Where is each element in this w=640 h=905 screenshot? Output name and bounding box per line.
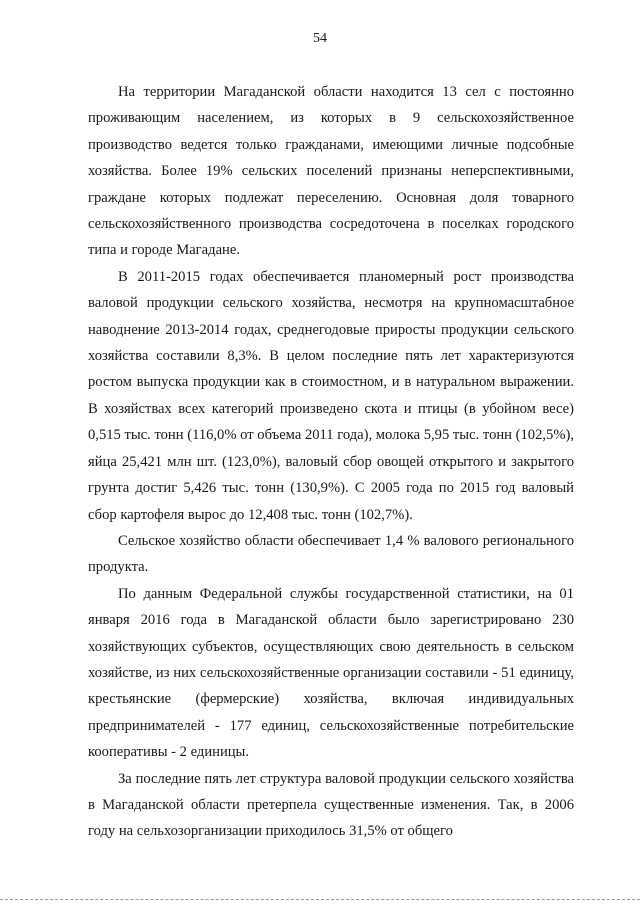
document-body <box>88 79 574 845</box>
paragraph-structure-changes: За последние пять лет структура валовой продукции сельского хозяйства в Магаданской области претерпела существенные изменения. Так, в 2006 году на сельхозорганизации приходилось 31,5% от общего <box>88 770 574 840</box>
footer-rule <box>0 899 640 900</box>
paragraph-statistics: По данным Федеральной службы государственной статистики, на 01 января 2016 года в Магаданской области было зарегистрировано 230 хозяйствующих субъектов, осуществляющих свою деятельность в сельском хозяйстве, из них сельскохозяйственные организации составили - 51 единицу, крестьянские (фермерские) хозяйства, включая индивидуальных предпринимателей - 177 единиц, сельскохозяйственные потребительские кооперативы - 2 единицы. <box>88 585 574 761</box>
paragraph-villages: На территории Магаданской области находится 13 сел с постоянно проживающим населением, из которых в 9 сельскохозяйственное производство ведется только гражданами, имеющими личные подсобные хозяйства. Более 19% сельских поселений признаны неперспективными, граждане которых подлежат переселению. Основная доля товарного сельскохозяйственного производства сосредоточена в поселках городского типа и городе Магадане. <box>88 84 574 259</box>
paragraph-grp-share: Сельское хозяйство области обеспечивает 1,4 % валового регионального продукта. <box>88 532 574 576</box>
page-number: 54 <box>313 31 327 46</box>
paragraph-production-growth: В 2011-2015 годах обеспечивается планомерный рост производства валовой продукции сельского хозяйства, несмотря на крупномасштабное наводнение 2013-2014 годах, среднегодовые приросты продукции сельского хозяйства составили 8,3%. В целом последние пять лет характеризуются ростом выпуска продукции как в стоимостном, и в натуральном выражении. В хозяйствах всех категорий произведено скота и птицы (в убойном весе) 0,515 тыс. тонн (116,0% от объема 2011 года), молока 5,95 тыс. тонн (102,5%), яйца 25,421 млн шт. (123,0%), валовый сбор овощей открытого и закрытого грунта достиг 5,426 тыс. тонн (130,9%). С 2005 года по 2015 год валовый сбор картофеля вырос до 12,408 тыс. тонн (102,7%). <box>88 268 574 523</box>
